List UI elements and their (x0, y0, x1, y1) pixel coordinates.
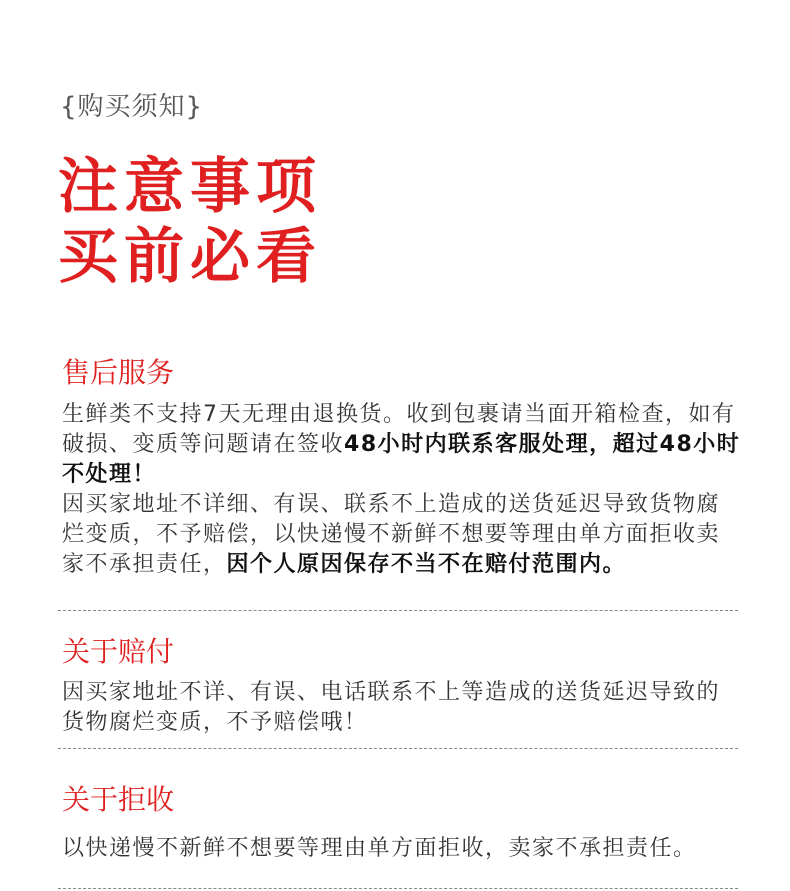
notice-kicker: {购买须知} (60, 92, 204, 122)
section-divider (58, 888, 738, 889)
after-sales-emphasis-1: 48小时内联系客服处理，超过48小时不处理！ (62, 432, 741, 487)
after-sales-emphasis-2: 因个人原因保存不当不在赔付范围内。 (226, 552, 627, 577)
section-body-after-sales (62, 400, 742, 580)
after-sales-text-2: 因买家地址不详细、有误、联系不上造成的送货延迟导致货物腐烂变质，不予赔偿，以快递慢不新鲜不想要等理由单方面拒收卖家不承担责任， (62, 492, 721, 577)
after-sales-text-1: 生鲜类不支持7天无理由退换货。收到包裹请当面开箱检查，如有破损、变质等问题请在签收 (62, 402, 736, 457)
section-body-refusal: 以快递慢不新鲜不想要等理由单方面拒收，卖家不承担责任。 (62, 836, 697, 861)
section-title-refusal: 关于拒收 (62, 783, 175, 816)
section-title-compensation: 关于赔付 (62, 635, 175, 668)
headline-notice: 注意事项 (58, 152, 322, 222)
section-divider (58, 610, 738, 611)
section-divider (58, 748, 738, 749)
headline-must-read: 买前必看 (58, 222, 322, 292)
section-body-compensation: 因买家地址不详、有误、电话联系不上等造成的送货延迟导致的货物腐烂变质，不予赔偿哦！ (62, 680, 721, 735)
section-title-after-sales: 售后服务 (62, 356, 175, 389)
